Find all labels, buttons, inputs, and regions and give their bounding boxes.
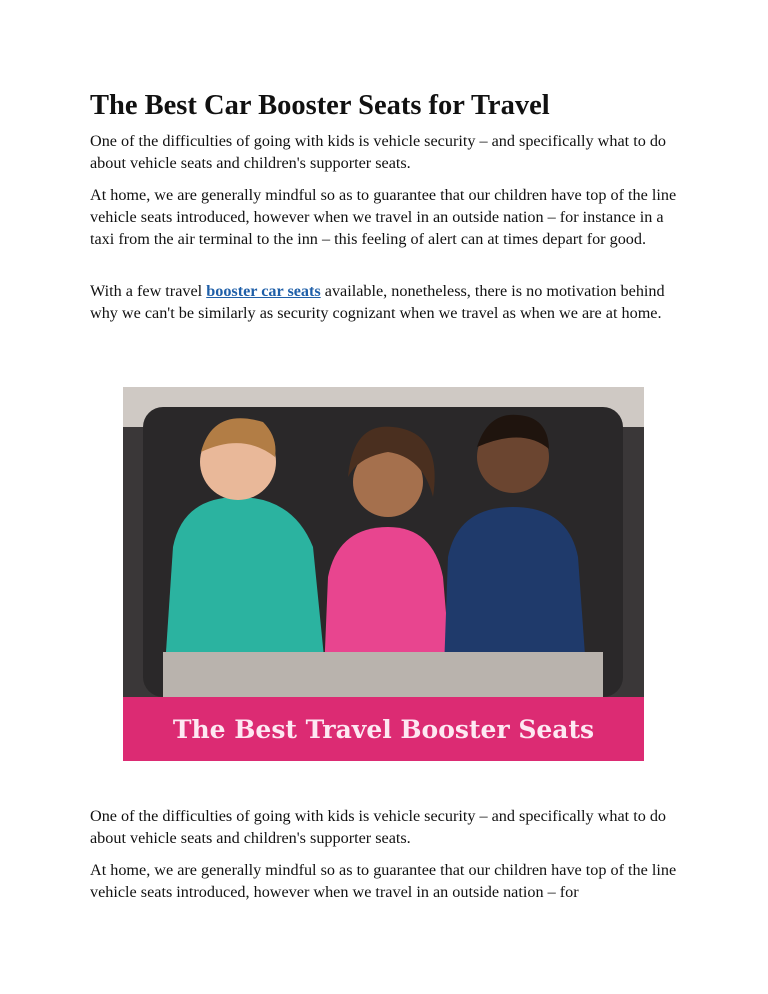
paragraph — [90, 280, 690, 324]
paragraph: One of the difficulties of going with kids is vehicle security – and specifically what to do about vehicle seats and children's supporter seats. — [90, 807, 667, 847]
booster-car-seats-link[interactable]: booster car seats — [206, 282, 321, 300]
page-title: The Best Car Booster Seats for Travel — [90, 90, 550, 121]
text: With a few travel — [90, 282, 207, 300]
paragraph: One of the difficulties of going with kids is vehicle security – and specifically what to do about vehicle seats and children's supporter seats. — [90, 132, 667, 172]
paragraph: At home, we are generally mindful so as to guarantee that our children have top of the line vehicle seats introduced, however when we travel in an outside nation – for — [90, 861, 677, 901]
kids-booster-seats-image — [123, 387, 644, 761]
photo-illustration — [123, 387, 644, 697]
text: available, nonetheless, there is no motivation behind why we can't be similarly as security cognizant when we travel as when we are at home. — [90, 282, 665, 322]
paragraph: At home, we are generally mindful so as to guarantee that our children have top of the line vehicle seats introduced, however when we travel in an outside nation – for instance in a taxi from the air terminal to the inn – this feeling of alert can at times depart for good. — [90, 186, 677, 248]
image-banner: The Best Travel Booster Seats — [123, 697, 644, 761]
